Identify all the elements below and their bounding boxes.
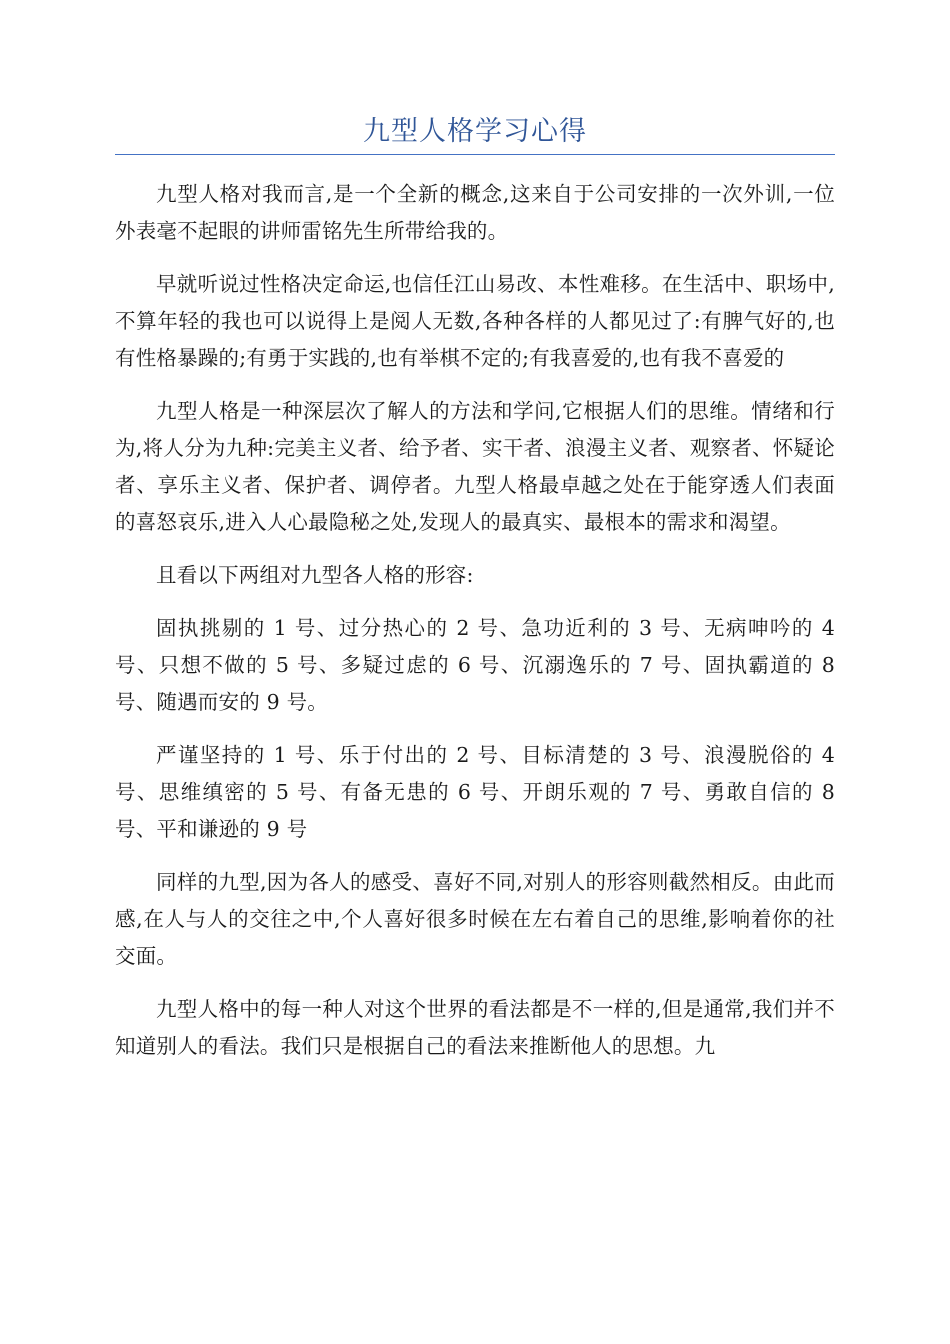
document-body <box>115 176 835 1081</box>
paragraph-two-descriptions: 且看以下两组对九型各人格的形容: <box>156 563 474 587</box>
paragraph-negative-descriptions: 固执挑剔的 1 号、过分热心的 2 号、急功近利的 3 号、无病呻吟的 4 号、只想不做的 5 号、多疑过虑的 6 号、沉溺逸乐的 7 号、固执霸道的 8 号、随遇而安的 9 号。 <box>115 616 835 714</box>
paragraph-opposite-views: 同样的九型,因为各人的感受、喜好不同,对别人的形容则截然相反。由此而感,在人与人的交往之中,个人喜好很多时候在左右着自己的思维,影响着你的社交面。 <box>115 870 835 968</box>
paragraph-positive-descriptions: 严谨坚持的 1 号、乐于付出的 2 号、目标清楚的 3 号、浪漫脱俗的 4 号、思维缜密的 5 号、有备无患的 6 号、开朗乐观的 7 号、勇敢自信的 8 号、平和谦逊的 9 号 <box>115 743 835 841</box>
title-underline <box>115 154 835 155</box>
paragraph-intro: 九型人格对我而言,是一个全新的概念,这来自于公司安排的一次外训,一位外表毫不起眼的讲师雷铭先生所带给我的。 <box>115 182 835 243</box>
paragraph-enneagram-definition: 九型人格是一种深层次了解人的方法和学问,它根据人们的思维。情绪和行为,将人分为九种:完美主义者、给予者、实干者、浪漫主义者、观察者、怀疑论者、享乐主义者、保护者、调停者。九型人格最卓越之处在于能穿透人们表面的喜怒哀乐,进入人心最隐秘之处,发现人的最真实、最根本的需求和渴望。 <box>115 399 835 534</box>
paragraph-different-worldviews: 九型人格中的每一种人对这个世界的看法都是不一样的,但是通常,我们并不知道别人的看法。我们只是根据自己的看法来推断他人的思想。九 <box>115 997 835 1058</box>
paragraph-personality-fate: 早就听说过性格决定命运,也信任江山易改、本性难移。在生活中、职场中,不算年轻的我也可以说得上是阅人无数,各种各样的人都见过了:有脾气好的,也有性格暴躁的;有勇于实践的,也有举棋不定的;有我喜爱的,也有我不喜爱的 <box>115 272 835 370</box>
document-title: 九型人格学习心得 <box>363 116 587 147</box>
